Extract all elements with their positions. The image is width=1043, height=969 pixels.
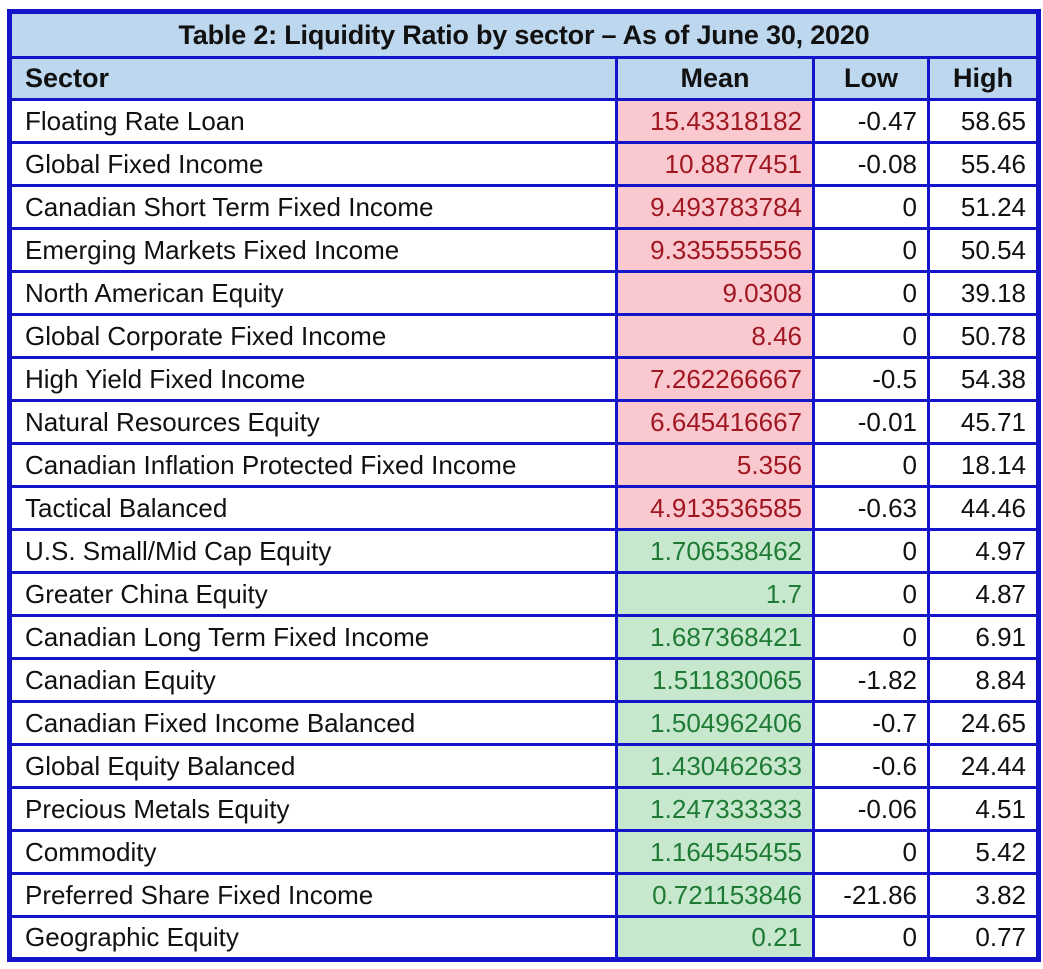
low-cell: -0.08 [814,143,929,186]
high-cell: 18.14 [929,444,1039,487]
high-cell: 54.38 [929,358,1039,401]
high-cell: 4.51 [929,788,1039,831]
low-cell: 0 [814,229,929,272]
table-row [10,272,1039,315]
mean-cell: 9.493783784 [617,186,814,229]
sector-cell: Canadian Long Term Fixed Income [10,616,617,659]
mean-cell: 1.504962406 [617,702,814,745]
table-row [10,573,1039,616]
mean-cell: 15.43318182 [617,100,814,143]
table-row [10,100,1039,143]
low-cell: -0.5 [814,358,929,401]
sector-cell: Greater China Equity [10,573,617,616]
high-cell: 24.65 [929,702,1039,745]
mean-cell: 10.8877451 [617,143,814,186]
high-cell: 8.84 [929,659,1039,702]
high-cell: 55.46 [929,143,1039,186]
mean-cell: 1.706538462 [617,530,814,573]
sector-cell: Canadian Short Term Fixed Income [10,186,617,229]
table-row [10,186,1039,229]
table-row [10,358,1039,401]
column-header-low: Low [814,58,929,100]
mean-cell: 1.687368421 [617,616,814,659]
table-row [10,702,1039,745]
table-row [10,315,1039,358]
sector-cell: Global Corporate Fixed Income [10,315,617,358]
mean-cell: 4.913536585 [617,487,814,530]
table-row [10,917,1039,960]
liquidity-ratio-table [7,9,1041,962]
low-cell: -0.01 [814,401,929,444]
table-row [10,487,1039,530]
table-row [10,229,1039,272]
low-cell: -0.63 [814,487,929,530]
table-row [10,745,1039,788]
high-cell: 5.42 [929,831,1039,874]
table-row [10,530,1039,573]
table-row [10,659,1039,702]
table-row [10,831,1039,874]
low-cell: 0 [814,315,929,358]
mean-cell: 7.262266667 [617,358,814,401]
low-cell: 0 [814,444,929,487]
sector-cell: Tactical Balanced [10,487,617,530]
low-cell: -0.06 [814,788,929,831]
high-cell: 3.82 [929,874,1039,917]
table-row [10,444,1039,487]
mean-cell: 1.7 [617,573,814,616]
sector-cell: Commodity [10,831,617,874]
low-cell: 0 [814,530,929,573]
low-cell: -0.7 [814,702,929,745]
sector-cell: Canadian Fixed Income Balanced [10,702,617,745]
sector-cell: Geographic Equity [10,917,617,960]
mean-cell: 0.21 [617,917,814,960]
sector-cell: Natural Resources Equity [10,401,617,444]
header-row [10,58,1039,100]
table-row [10,401,1039,444]
sector-cell: Canadian Equity [10,659,617,702]
sector-cell: Global Fixed Income [10,143,617,186]
low-cell: 0 [814,573,929,616]
table-body [10,100,1039,960]
table-row [10,874,1039,917]
table-title: Table 2: Liquidity Ratio by sector – As of June 30, 2020 [10,12,1039,58]
low-cell: 0 [814,831,929,874]
sector-cell: North American Equity [10,272,617,315]
table-row [10,143,1039,186]
mean-cell: 0.721153846 [617,874,814,917]
high-cell: 0.77 [929,917,1039,960]
column-header-high: High [929,58,1039,100]
mean-cell: 5.356 [617,444,814,487]
title-row [10,12,1039,58]
mean-cell: 9.335555556 [617,229,814,272]
low-cell: -21.86 [814,874,929,917]
high-cell: 51.24 [929,186,1039,229]
high-cell: 50.54 [929,229,1039,272]
low-cell: -1.82 [814,659,929,702]
high-cell: 45.71 [929,401,1039,444]
high-cell: 4.87 [929,573,1039,616]
low-cell: 0 [814,272,929,315]
low-cell: 0 [814,616,929,659]
mean-cell: 9.0308 [617,272,814,315]
mean-cell: 1.511830065 [617,659,814,702]
low-cell: -0.47 [814,100,929,143]
mean-cell: 1.247333333 [617,788,814,831]
sector-cell: Canadian Inflation Protected Fixed Income [10,444,617,487]
sector-cell: High Yield Fixed Income [10,358,617,401]
sector-cell: Emerging Markets Fixed Income [10,229,617,272]
high-cell: 39.18 [929,272,1039,315]
low-cell: 0 [814,917,929,960]
sector-cell: Precious Metals Equity [10,788,617,831]
sector-cell: Floating Rate Loan [10,100,617,143]
sector-cell: U.S. Small/Mid Cap Equity [10,530,617,573]
high-cell: 44.46 [929,487,1039,530]
high-cell: 24.44 [929,745,1039,788]
table-row [10,616,1039,659]
high-cell: 4.97 [929,530,1039,573]
sector-cell: Global Equity Balanced [10,745,617,788]
mean-cell: 8.46 [617,315,814,358]
mean-cell: 1.164545455 [617,831,814,874]
mean-cell: 6.645416667 [617,401,814,444]
table-row [10,788,1039,831]
column-header-sector: Sector [10,58,617,100]
column-header-mean: Mean [617,58,814,100]
high-cell: 6.91 [929,616,1039,659]
mean-cell: 1.430462633 [617,745,814,788]
high-cell: 58.65 [929,100,1039,143]
high-cell: 50.78 [929,315,1039,358]
low-cell: 0 [814,186,929,229]
low-cell: -0.6 [814,745,929,788]
sector-cell: Preferred Share Fixed Income [10,874,617,917]
